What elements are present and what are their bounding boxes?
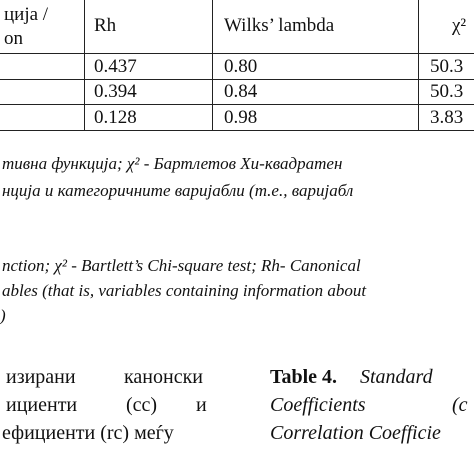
table-cell-r1-rh: 0.437 xyxy=(94,56,137,77)
table-cell-r3-chi: 3.83 xyxy=(430,107,464,128)
right-line1-rest: Standard xyxy=(360,366,433,388)
table-vline-2 xyxy=(212,0,213,130)
table-hline-row1 xyxy=(0,79,474,80)
table-cell-r2-wilks: 0.84 xyxy=(224,81,258,102)
left-line2-word2: (cc) xyxy=(126,394,158,416)
table-hline-row2 xyxy=(0,104,474,105)
table-vline-1 xyxy=(84,0,85,130)
note-mk-line2: нција и категоричните варијабли (т.е., варијабл xyxy=(2,181,354,200)
table-header-rh: Rh xyxy=(94,15,117,36)
note-mk-line1: тивна функција; χ² - Бартлетов Хи-квадратен xyxy=(2,154,343,173)
table-cell-r2-rh: 0.394 xyxy=(94,81,137,102)
left-line2-word1: ициенти xyxy=(6,394,78,416)
right-line3: Correlation Coefficie xyxy=(270,422,441,444)
table-cell-r3-wilks: 0.98 xyxy=(224,107,258,128)
left-line1-word1: изирани xyxy=(6,366,76,388)
table-cell-r1-chi: 50.3 xyxy=(430,56,464,77)
note-en-line2: ables (that is, variables containing information about xyxy=(2,281,367,300)
table-4-label: Table 4. xyxy=(270,366,338,388)
table-vline-3 xyxy=(418,0,419,130)
note-en-line3: ) xyxy=(0,306,6,325)
right-line2-b: (c xyxy=(452,394,468,416)
table-cell-r3-rh: 0.128 xyxy=(94,107,137,128)
table-hline-bottom xyxy=(0,130,474,131)
note-en-line1: nction; χ² - Bartlett’s Chi-square test; Rh- Canonical xyxy=(2,256,361,275)
table-cell-r1-wilks: 0.80 xyxy=(224,56,258,77)
left-line1-word2: канонски xyxy=(124,366,203,388)
table-header-left-line2: on xyxy=(4,28,23,49)
left-line3: ефициенти (rc) меѓу xyxy=(2,422,174,444)
left-line2-word3: и xyxy=(196,394,207,416)
table-header-wilks: Wilks’ lambda xyxy=(224,15,335,36)
table-header-chi: χ² xyxy=(452,15,467,36)
table-hline-header xyxy=(0,53,474,54)
table-header-left-line1: ција / xyxy=(4,4,49,25)
table-cell-r2-chi: 50.3 xyxy=(430,81,464,102)
right-line2: Coefficients xyxy=(270,394,366,416)
